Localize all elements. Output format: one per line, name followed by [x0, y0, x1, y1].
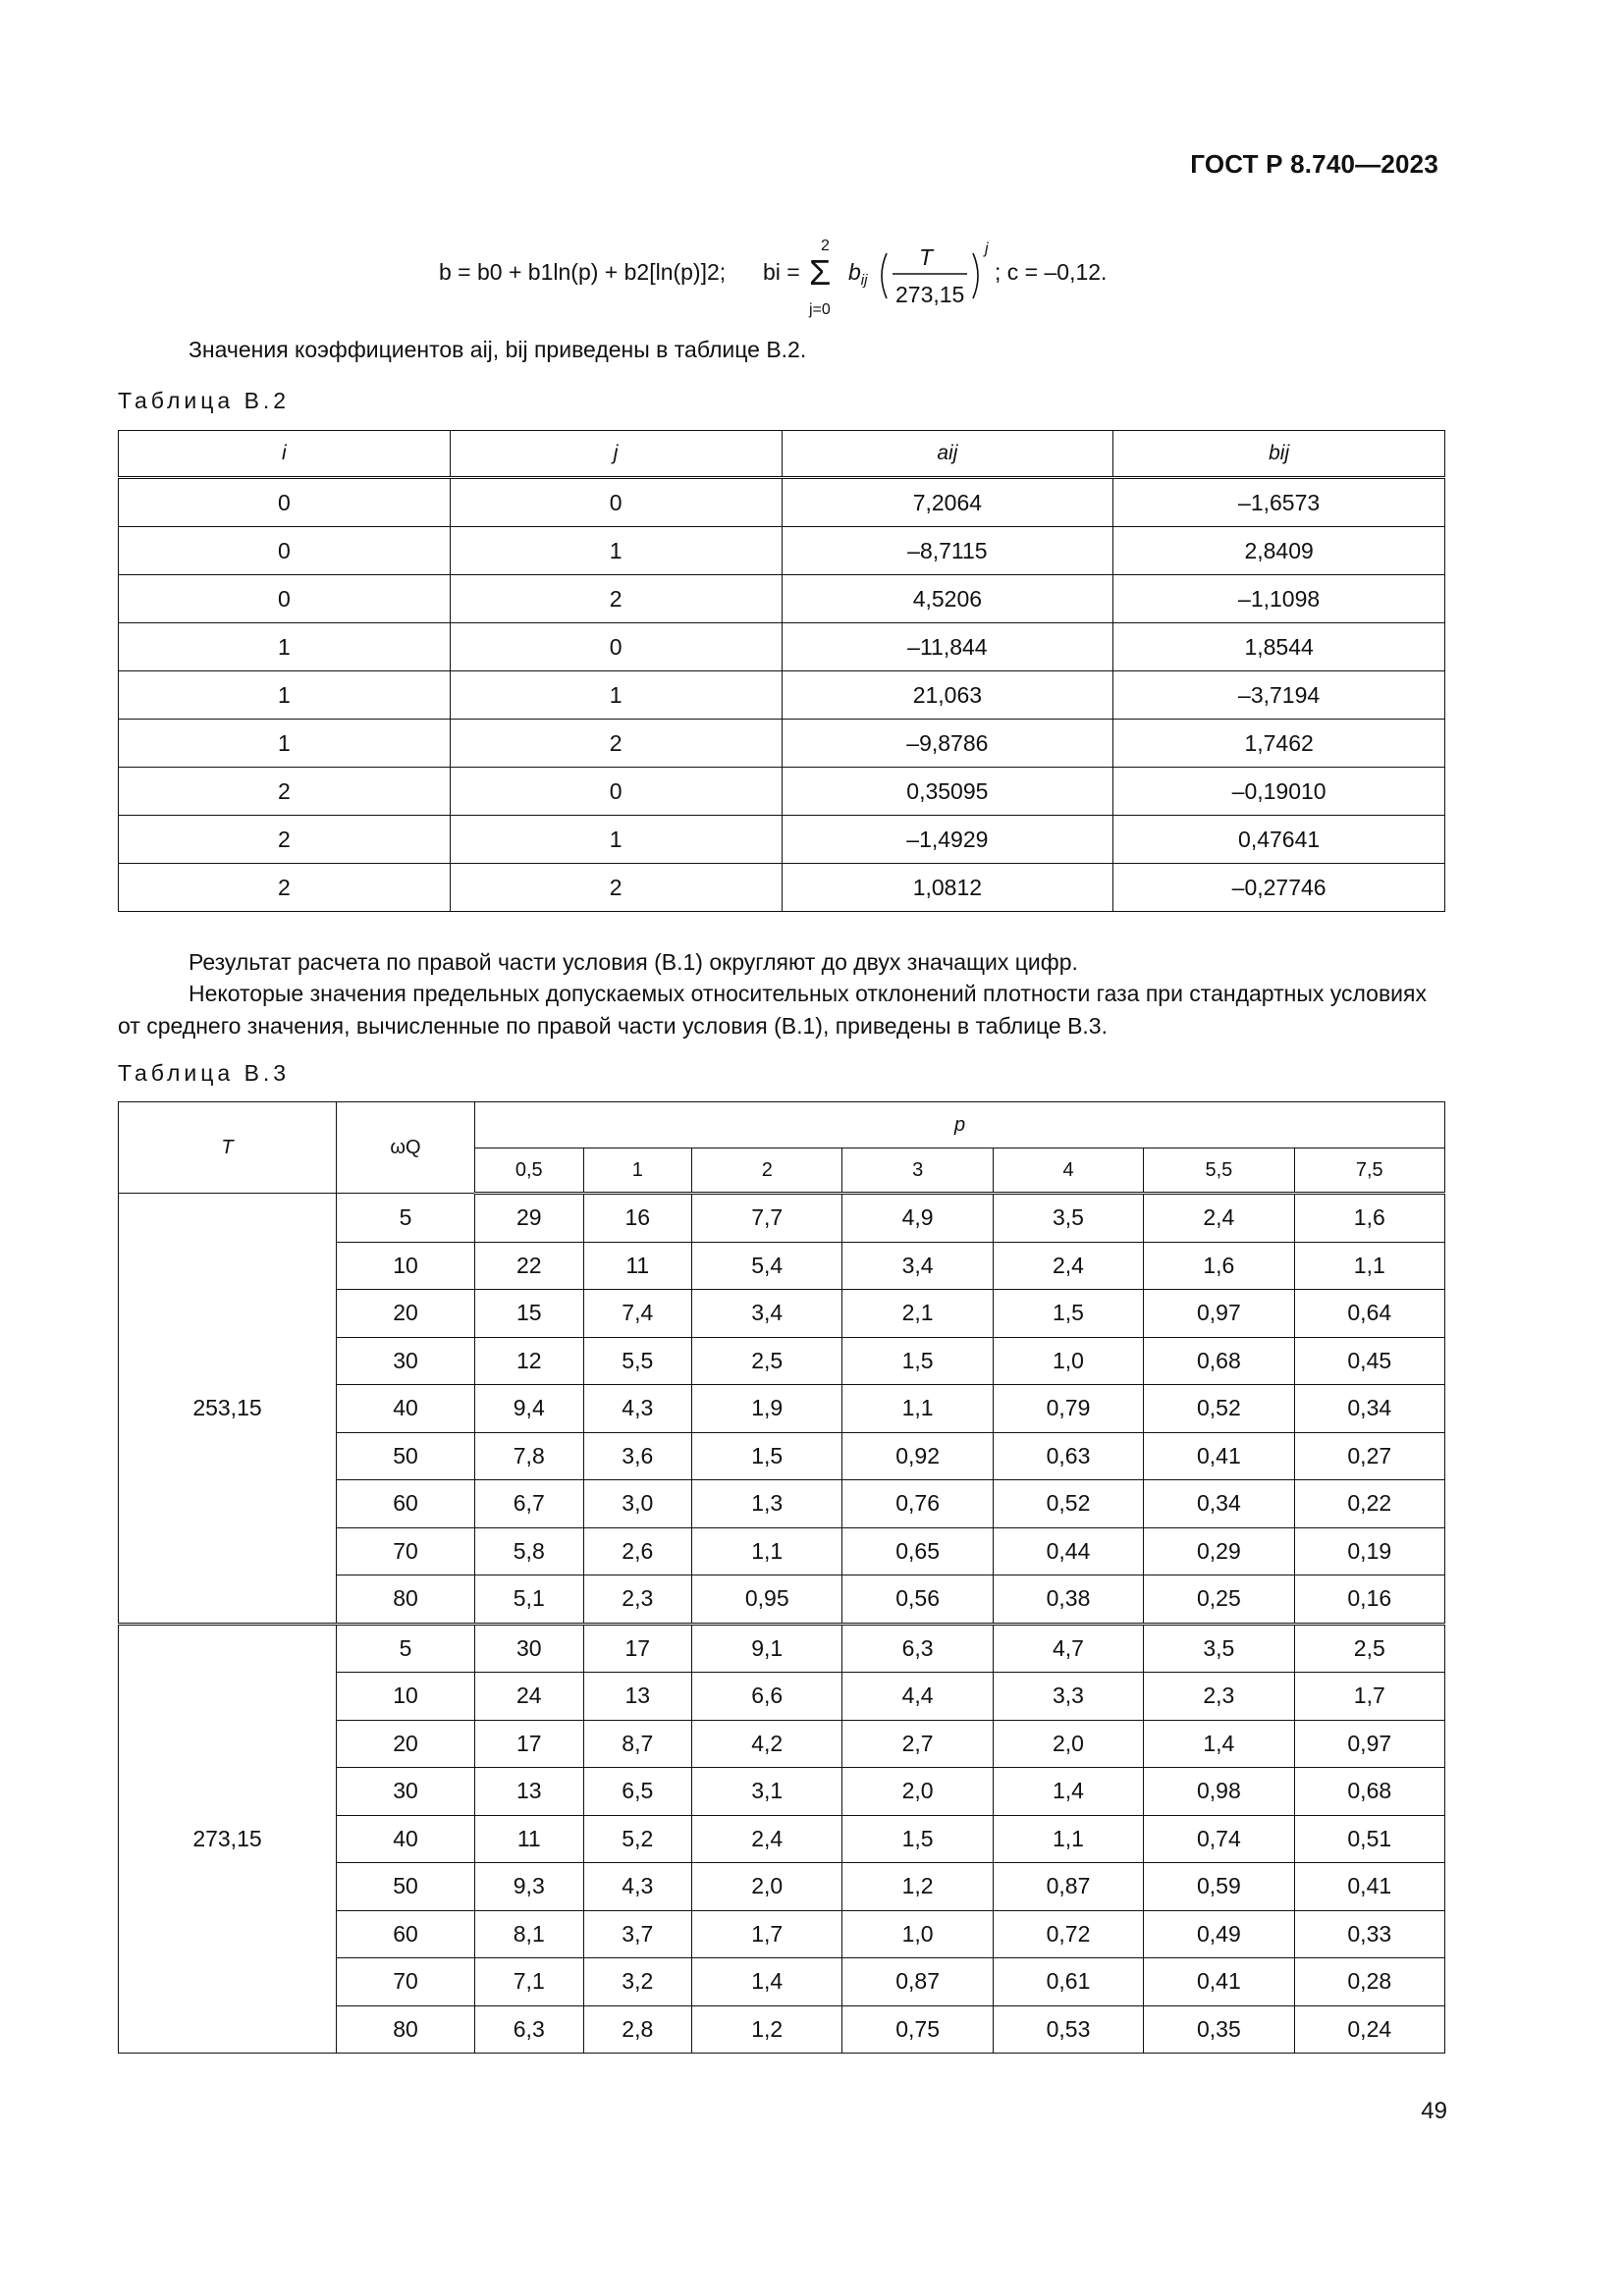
table-row — [119, 527, 1445, 575]
table-cell: 7,8 — [475, 1432, 584, 1480]
table-cell: 16 — [583, 1194, 692, 1243]
table-cell: 0,64 — [1294, 1290, 1444, 1338]
table-cell: 1,1 — [1294, 1242, 1444, 1290]
table-cell: 1,5 — [842, 1337, 993, 1385]
table-b3 — [118, 1101, 1445, 2054]
table-cell: 3,4 — [692, 1290, 842, 1338]
table-cell: 3,1 — [692, 1768, 842, 1816]
table-cell: –0,27746 — [1113, 864, 1445, 912]
table-cell: 1,7462 — [1113, 720, 1445, 768]
fraction-numerator: T — [919, 244, 934, 270]
table-row — [119, 431, 1445, 478]
table-cell: –3,7194 — [1113, 671, 1445, 720]
table-cell: 0,22 — [1294, 1480, 1444, 1528]
table-row — [119, 1624, 1445, 1673]
table-cell: 8,1 — [475, 1910, 584, 1958]
table-cell: 1,9 — [692, 1385, 842, 1433]
table-cell: 4,2 — [692, 1720, 842, 1768]
table-cell: 13 — [583, 1673, 692, 1721]
table-row — [119, 623, 1445, 671]
table-cell: 2,4 — [993, 1242, 1143, 1290]
table-cell: 0 — [450, 623, 782, 671]
table-cell: 2 — [119, 864, 451, 912]
table-cell: 7,1 — [475, 1958, 584, 2006]
table-cell: 0,59 — [1144, 1863, 1294, 1911]
table-cell: 0,34 — [1294, 1385, 1444, 1433]
table-cell: 0,65 — [842, 1527, 993, 1575]
table-cell: 2,3 — [583, 1575, 692, 1625]
fraction-denominator: 273,15 — [895, 282, 965, 307]
table-cell: 2,0 — [842, 1768, 993, 1816]
table-cell: 2,4 — [1144, 1194, 1294, 1243]
table-cell: 0,76 — [842, 1480, 993, 1528]
table-cell: 1,4 — [993, 1768, 1143, 1816]
formula-b-definition: b = b0 + b1ln(p) + b2[ln(p)]2; — [439, 259, 727, 285]
table-cell: 3,4 — [842, 1242, 993, 1290]
table-cell: 0,68 — [1294, 1768, 1444, 1816]
table-cell: 17 — [475, 1720, 584, 1768]
table-cell: 5,8 — [475, 1527, 584, 1575]
table-row — [119, 1102, 1445, 1148]
table-cell: 0,53 — [993, 2005, 1143, 2054]
table-cell: 0,35 — [1144, 2005, 1294, 2054]
table-cell: 17 — [583, 1624, 692, 1673]
table-cell: –0,19010 — [1113, 768, 1445, 816]
table-cell: 3,6 — [583, 1432, 692, 1480]
table-cell: –1,1098 — [1113, 575, 1445, 623]
right-paren — [973, 253, 978, 298]
table-cell: 0 — [450, 768, 782, 816]
table-cell: 0,45 — [1294, 1337, 1444, 1385]
table-cell: –1,6573 — [1113, 478, 1445, 527]
table-cell: 1,3 — [692, 1480, 842, 1528]
table-cell: 0,61 — [993, 1958, 1143, 2006]
table-cell: 2 — [450, 575, 782, 623]
table-cell: 11 — [475, 1815, 584, 1863]
table-cell: 1,2 — [692, 2005, 842, 2054]
table-cell: 6,3 — [475, 2005, 584, 2054]
table-cell: 40 — [337, 1815, 475, 1863]
p-value-header: 0,5 — [475, 1148, 584, 1194]
table-cell: 0,25 — [1144, 1575, 1294, 1625]
table-cell: 2,5 — [692, 1337, 842, 1385]
table-cell: 2,7 — [842, 1720, 993, 1768]
column-header-omega: ωQ — [337, 1102, 475, 1194]
table-cell: 0,52 — [1144, 1385, 1294, 1433]
table-cell: 0 — [119, 575, 451, 623]
column-header-aij: aij — [782, 431, 1113, 478]
table-cell: 1,5 — [692, 1432, 842, 1480]
table-cell: 20 — [337, 1290, 475, 1338]
table-cell: 0 — [119, 478, 451, 527]
table-cell: 0,19 — [1294, 1527, 1444, 1575]
table-cell: 21,063 — [782, 671, 1113, 720]
table-cell: 50 — [337, 1432, 475, 1480]
p-value-header: 2 — [692, 1148, 842, 1194]
p-value-header: 7,5 — [1294, 1148, 1444, 1194]
table-cell: –1,4929 — [782, 816, 1113, 864]
table-cell: 4,3 — [583, 1385, 692, 1433]
table-cell: 4,4 — [842, 1673, 993, 1721]
table-cell: 1,5 — [993, 1290, 1143, 1338]
table-cell: 0,92 — [842, 1432, 993, 1480]
table-cell: 22 — [475, 1242, 584, 1290]
table-cell: 24 — [475, 1673, 584, 1721]
table-cell: –11,844 — [782, 623, 1113, 671]
table-cell: 1,0812 — [782, 864, 1113, 912]
p-value-header: 5,5 — [1144, 1148, 1294, 1194]
sum-symbol: Σ — [809, 252, 832, 293]
p-value-header: 4 — [993, 1148, 1143, 1194]
table-cell: 10 — [337, 1673, 475, 1721]
table-cell: 0,97 — [1294, 1720, 1444, 1768]
table-cell: 12 — [475, 1337, 584, 1385]
table-cell: 0,47641 — [1113, 816, 1445, 864]
table-cell: 0,74 — [1144, 1815, 1294, 1863]
formula-b — [439, 218, 1185, 326]
table-cell: 9,4 — [475, 1385, 584, 1433]
table-cell: 3,7 — [583, 1910, 692, 1958]
table-cell: 0,49 — [1144, 1910, 1294, 1958]
table-cell: 1 — [450, 816, 782, 864]
table-cell: 0,28 — [1294, 1958, 1444, 2006]
table-cell: 29 — [475, 1194, 584, 1243]
document-number: ГОСТ Р 8.740—2023 — [1190, 149, 1438, 179]
table-cell: 1,6 — [1294, 1194, 1444, 1243]
table-cell: 2,0 — [993, 1720, 1143, 1768]
table-cell: 1,5 — [842, 1815, 993, 1863]
table-cell: 4,9 — [842, 1194, 993, 1243]
table-cell: 3,5 — [993, 1194, 1143, 1243]
table-cell: 0,41 — [1144, 1958, 1294, 2006]
temperature-group-cell: 273,15 — [119, 1624, 337, 2054]
table-cell: 0,24 — [1294, 2005, 1444, 2054]
table-cell: 0,97 — [1144, 1290, 1294, 1338]
table-cell: 2,5 — [1294, 1624, 1444, 1673]
table-cell: 5,1 — [475, 1575, 584, 1625]
values-note: Некоторые значения предельных допускаемых относительных отклонений плотности газа при стандартных условиях от среднего значения, вычисленные по правой части условия (В.1), приведены в таблице В.3. — [118, 981, 1427, 1039]
table-cell: 0,33 — [1294, 1910, 1444, 1958]
table-cell: 9,1 — [692, 1624, 842, 1673]
table-cell: 6,6 — [692, 1673, 842, 1721]
table-cell: 5,4 — [692, 1242, 842, 1290]
table-cell: 0,63 — [993, 1432, 1143, 1480]
coefficient-bij: $b_{ij}$ — [848, 259, 868, 289]
table-cell: –8,7115 — [782, 527, 1113, 575]
table-cell: 6,3 — [842, 1624, 993, 1673]
table-cell: 0,44 — [993, 1527, 1143, 1575]
left-paren — [882, 253, 887, 298]
power-exponent: j — [985, 240, 989, 257]
table-row — [119, 478, 1445, 527]
table-cell: 0,95 — [692, 1575, 842, 1625]
table-cell: 0,16 — [1294, 1575, 1444, 1625]
table-cell: 20 — [337, 1720, 475, 1768]
table-cell: 1,1 — [993, 1815, 1143, 1863]
column-header-i: i — [119, 431, 451, 478]
sum-upper-limit: 2 — [821, 238, 830, 254]
temperature-group-cell: 253,15 — [119, 1194, 337, 1625]
table-cell: 50 — [337, 1863, 475, 1911]
table-cell: 30 — [337, 1337, 475, 1385]
table-cell: 1,1 — [842, 1385, 993, 1433]
table-cell: 2,1 — [842, 1290, 993, 1338]
page-number: 49 — [1421, 2098, 1447, 2124]
table-b3-caption: Таблица В.3 — [118, 1060, 291, 1086]
table-b2 — [118, 430, 1445, 912]
table-cell: 4,5206 — [782, 575, 1113, 623]
column-header-p: p — [475, 1102, 1445, 1148]
table-cell: 60 — [337, 1480, 475, 1528]
table-row — [119, 864, 1445, 912]
table-row — [119, 575, 1445, 623]
table-cell: 11 — [583, 1242, 692, 1290]
table-cell: 7,4 — [583, 1290, 692, 1338]
table-cell: 70 — [337, 1527, 475, 1575]
table-cell: 5 — [337, 1624, 475, 1673]
table-cell: 3,5 — [1144, 1624, 1294, 1673]
table-cell: 0,52 — [993, 1480, 1143, 1528]
table-cell: 3,3 — [993, 1673, 1143, 1721]
table-cell: 10 — [337, 1242, 475, 1290]
table-cell: 30 — [475, 1624, 584, 1673]
table-cell: 13 — [475, 1768, 584, 1816]
table-cell: 40 — [337, 1385, 475, 1433]
table-row — [119, 816, 1445, 864]
p-value-header: 1 — [583, 1148, 692, 1194]
table-cell: 0,98 — [1144, 1768, 1294, 1816]
table-cell: 2,8 — [583, 2005, 692, 2054]
table-cell: 2,3 — [1144, 1673, 1294, 1721]
table-cell: 5,2 — [583, 1815, 692, 1863]
table-cell: 0 — [450, 478, 782, 527]
table-cell: 2 — [119, 768, 451, 816]
table-cell: 5,5 — [583, 1337, 692, 1385]
table-cell: 0,75 — [842, 2005, 993, 2054]
table-cell: 1,4 — [692, 1958, 842, 2006]
table-cell: 80 — [337, 2005, 475, 2054]
table-cell: 0,38 — [993, 1575, 1143, 1625]
table-cell: 6,7 — [475, 1480, 584, 1528]
table-cell: 5 — [337, 1194, 475, 1243]
table-cell: 0,27 — [1294, 1432, 1444, 1480]
table-cell: 30 — [337, 1768, 475, 1816]
table-cell: 6,5 — [583, 1768, 692, 1816]
table-row — [119, 720, 1445, 768]
table-cell: 2 — [450, 864, 782, 912]
table-cell: 0,56 — [842, 1575, 993, 1625]
table-cell: 1,0 — [842, 1910, 993, 1958]
table-cell: 3,2 — [583, 1958, 692, 2006]
table-cell: 2,6 — [583, 1527, 692, 1575]
table-cell: 1,7 — [1294, 1673, 1444, 1721]
table-cell: 4,3 — [583, 1863, 692, 1911]
table-cell: 8,7 — [583, 1720, 692, 1768]
table-cell: 0,34 — [1144, 1480, 1294, 1528]
table-cell: 1,8544 — [1113, 623, 1445, 671]
table-cell: 1 — [450, 671, 782, 720]
table-cell: 0,35095 — [782, 768, 1113, 816]
table-cell: 0,87 — [993, 1863, 1143, 1911]
table-cell: 1 — [119, 623, 451, 671]
table-cell: 2,4 — [692, 1815, 842, 1863]
coefficients-note: Значения коэффициентов aij, bij приведены в таблице В.2. — [189, 337, 807, 362]
table-cell: 2,0 — [692, 1863, 842, 1911]
p-value-header: 3 — [842, 1148, 993, 1194]
table-cell: 0,29 — [1144, 1527, 1294, 1575]
table-b2-caption: Таблица В.2 — [118, 388, 291, 413]
table-cell: 1 — [119, 671, 451, 720]
table-cell: 2 — [119, 816, 451, 864]
table-cell: 9,3 — [475, 1863, 584, 1911]
result-rounding-note: Результат расчета по правой части условия (В.1) округляют до двух значащих цифр. — [189, 949, 1078, 975]
table-cell: 3,0 — [583, 1480, 692, 1528]
table-cell: 1,0 — [993, 1337, 1143, 1385]
table-cell: 1,6 — [1144, 1242, 1294, 1290]
table-cell: 1,4 — [1144, 1720, 1294, 1768]
table-cell: 0,72 — [993, 1910, 1143, 1958]
table-row — [119, 768, 1445, 816]
table-cell: 1,1 — [692, 1527, 842, 1575]
table-cell: 2 — [450, 720, 782, 768]
table-cell: 70 — [337, 1958, 475, 2006]
table-cell: 0 — [119, 527, 451, 575]
sum-lower-limit: j=0 — [809, 301, 831, 318]
column-header-bij: bij — [1113, 431, 1445, 478]
table-cell: 0,51 — [1294, 1815, 1444, 1863]
table-cell: 60 — [337, 1910, 475, 1958]
table-cell: 0,79 — [993, 1385, 1143, 1433]
table-cell: 80 — [337, 1575, 475, 1625]
table-cell: 2,8409 — [1113, 527, 1445, 575]
table-cell: 1 — [450, 527, 782, 575]
formula-bi-definition: bi = — [763, 259, 800, 285]
table-cell: 1,2 — [842, 1863, 993, 1911]
table-cell: 0,41 — [1144, 1432, 1294, 1480]
table-cell: 1 — [119, 720, 451, 768]
table-cell: 0,68 — [1144, 1337, 1294, 1385]
table-cell: 1,7 — [692, 1910, 842, 1958]
table-cell: 7,2064 — [782, 478, 1113, 527]
column-header-T: T — [119, 1102, 337, 1194]
table-cell: 15 — [475, 1290, 584, 1338]
table-cell: 0,87 — [842, 1958, 993, 2006]
table-cell: 4,7 — [993, 1624, 1143, 1673]
table-row — [119, 671, 1445, 720]
table-cell: 7,7 — [692, 1194, 842, 1243]
table-cell: –9,8786 — [782, 720, 1113, 768]
column-header-j: j — [450, 431, 782, 478]
table-row — [119, 1194, 1445, 1243]
table-cell: 0,41 — [1294, 1863, 1444, 1911]
formula-c-definition: ; c = –0,12. — [995, 259, 1108, 285]
